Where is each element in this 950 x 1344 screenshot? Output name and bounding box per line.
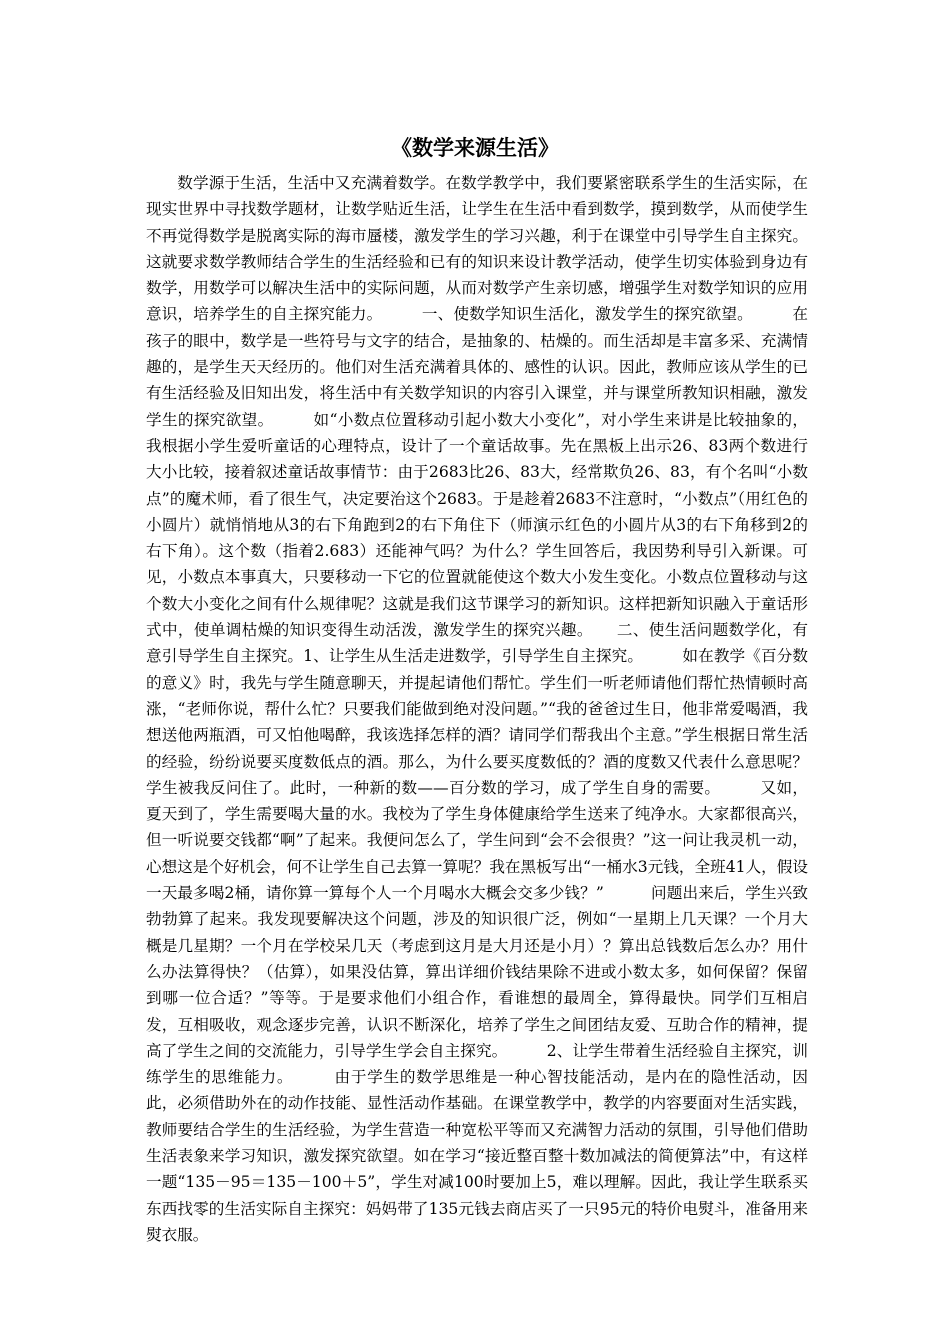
document-body: 数学源于生活，生活中又充满着数学。在数学教学中，我们要紧密联系学生的生活实际，在现实世界中寻找数学题材，让数学贴近生活，让学生在生活中看到数学，摸到数学，从而使学生不再觉得数学是脱离实际的海市蜃楼，激发学生的学习兴趣，利于在课堂中引导学生自主探究。这就要求数学教师结合学生的生活经验和已有的知识来设计教学活动，使学生切实体验到身边有数学，用数学可以解决生活中的实际问题，从而对数学产生亲切感，增强学生对数学知识的应用意识，培养学生的自主探究能力。 一、使数学知识生活化，激发学生的探究欲望。 在孩子的眼中，数学是一些符号与文字的结合，是抽象的、枯燥的。而生活却是丰富多采、充满情趣的，是学生天天经历的。他们对生活充满着具体的、感性的认识。因此，教师应该从学生的已有生活经验及旧知出发，将生活中有关数学知识的内容引入课堂，并与课堂所教知识相融，激发学生的探究欲望。 如“小数点位置移动引起小数大小变化”，对小学生来讲是比较抽象的，我根据小学生爱听童话的心理特点，设计了一个童话故事。先在黑板上出示26、83两个数进行大小比较，接着叙述童话故事情节：由于2683比26、83大，经常欺负26、83，有个名叫“小数点”的魔术师，看了很生气，决定要治这个2683。于是趁着2683不注意时，“小数点”（用红色的小圆片）就悄悄地从3的右下角跑到2的右下角住下（师演示红色的小圆片从3的右下角移到2的右下角）。这个数（指着2.683）还能神气吗？为什么？学生回答后，我因势利导引入新课。可见，小数点本事真大，只要移动一下它的位置就能使这个数大小发生变化。小数点位置移动与这个数大小变化之间有什么规律呢？这就是我们这节课学习的新知识。这样把新知识融入于童话形式中，使单调枯燥的知识变得生动活泼，激发学生的探究兴趣。 二、使生活问题数学化，有意引导学生自主探究。1、让学生从生活走进数学，引导学生自主探究。 如在教学《百分数的意义》时，我先与学生随意聊天，并提起请他们帮忙。学生们一听老师请他们帮忙热情顿时高涨，“老师你说，帮什么忙？只要我们能做到绝对没问题。”“我的爸爸过生日，他非常爱喝酒，我想送他两瓶酒，可又怕他喝醉，我该选择怎样的酒？请同学们帮我出个主意。”学生根据日常生活的经验，纷纷说要买度数低点的酒。那么，为什么要买度数低的？酒的度数又代表什么意思呢？学生被我反问住了。此时，一种新的数——百分数的学习，成了学生自身的需要。 又如，夏天到了，学生需要喝大量的水。我校为了学生身体健康给学生送来了纯净水。大家都很高兴，但一听说要交钱都“啊”了起来。我便问怎么了，学生问到“会不会很贵？”这一问让我灵机一动，心想这是个好机会，何不让学生自己去算一算呢？我在黑板写出“一桶水3元钱，全班41人，假设一天最多喝2桶，请你算一算每个人一个月喝水大概会交多少钱？” 问题出来后，学生兴致勃勃算了起来。我发现要解决这个问题，涉及的知识很广泛，例如“一星期上几天课？一个月大概是几星期？一个月在学校呆几天（考虑到这月是大月还是小月）？算出总钱数后怎么办？用什么办法算得快？（估算），如果没估算，算出详细价钱结果除不进或小数太多，如何保留？保留到哪一位合适？”等等。于是要求他们小组合作，看谁想的最周全，算得最快。同学们互相启发，互相吸收，观念逐步完善，认识不断深化，培养了学生之间团结友爱、互助合作的精神，提高了学生之间的交流能力，引导学生学会自主探究。 2、让学生带着生活经验自主探究，训练学生的思维能力。 由于学生的数学思维是一种心智技能活动，是内在的隐性活动，因此，必须借助外在的动作技能、显性活动作基础。在课堂教学中，教学的内容要面对生活实践，教师要结合学生的生活经验，为学生营造一种宽松平等而又充满智力活动的氛围，引导他们借助生活表象来学习知识，激发探究欲望。如在学习“接近整百整十数加减法的简便算法”中，有这样一题“135－95＝135－100＋5”，学生对减100时要加上5，难以理解。因此，我让学生联系买东西找零的生活实际自主探究：妈妈带了135元钱去商店买了一只95元的特价电熨斗，准备用来熨衣服。 [146, 174, 808, 1244]
document-title: 《数学来源生活》 [391, 135, 559, 160]
